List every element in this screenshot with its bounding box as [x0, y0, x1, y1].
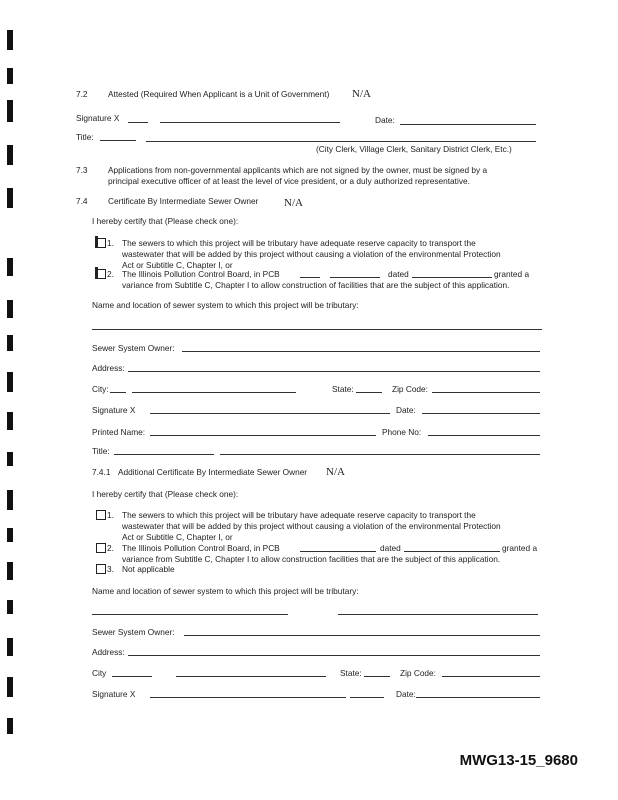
scan-mark: [7, 562, 13, 580]
option-3-checkbox[interactable]: [96, 564, 106, 574]
pcb-date-field[interactable]: [404, 551, 500, 552]
sewer-system-name-field[interactable]: [92, 329, 542, 330]
section-text: Applications from non-governmental applicants which are not signed by the owner, must be signed by a: [108, 165, 488, 175]
option-text: variance from Subtitle C, Chapter I to allow construction facilities that are the subject of this application.: [122, 554, 501, 564]
signature-label: Signature X: [92, 405, 136, 415]
phone-label: Phone No:: [382, 427, 422, 437]
state-field[interactable]: [364, 676, 390, 677]
state-label: State:: [340, 668, 362, 678]
scan-mark: [7, 145, 13, 165]
pcb-number-field[interactable]: [300, 277, 320, 278]
signature-field[interactable]: [350, 697, 384, 698]
title-label: Title:: [76, 132, 94, 142]
option-text: wastewater that will be added by this project without causing a violation of the environmental Protection: [122, 521, 501, 531]
option-text: The sewers to which this project will be tributary have adequate reserve capacity to transport the: [122, 510, 476, 520]
date-field[interactable]: [422, 413, 540, 414]
printed-name-field[interactable]: [150, 435, 376, 436]
scan-mark: [7, 100, 13, 122]
zip-field[interactable]: [432, 392, 540, 393]
option-1-checkbox[interactable]: [96, 238, 106, 248]
option-text: Act or Subtitle C, Chapter I, or: [122, 260, 233, 270]
address-field[interactable]: [128, 655, 540, 656]
title-field[interactable]: [220, 454, 540, 455]
scan-mark: [7, 638, 13, 656]
scan-mark: [7, 718, 13, 734]
document-id: MWG13-15_9680: [459, 752, 578, 769]
scan-mark: [7, 68, 13, 84]
sewer-system-name-field[interactable]: [92, 614, 288, 615]
city-field[interactable]: [110, 392, 126, 393]
address-label: Address:: [92, 363, 125, 373]
city-label: City:: [92, 384, 109, 394]
title-field[interactable]: [146, 141, 536, 142]
option-2-checkbox[interactable]: [96, 269, 106, 279]
pcb-number-field[interactable]: [300, 551, 376, 552]
date-label: Date:: [396, 405, 416, 415]
scan-mark: [7, 490, 13, 510]
pcb-number-field[interactable]: [330, 277, 380, 278]
date-label: Date:: [375, 115, 395, 125]
zip-label: Zip Code:: [400, 668, 436, 678]
signature-field[interactable]: [150, 697, 346, 698]
scan-mark: [7, 452, 13, 466]
certify-text: I hereby certify that (Please check one):: [92, 216, 239, 226]
title-field[interactable]: [100, 140, 136, 141]
section-title: Additional Certificate By Intermediate Sewer Owner: [118, 467, 308, 477]
phone-field[interactable]: [428, 435, 540, 436]
zip-field[interactable]: [442, 676, 540, 677]
option-number: 2.: [107, 269, 114, 279]
option-text: The Illinois Pollution Control Board, in PCB: [122, 543, 280, 553]
title-hint: (City Clerk, Village Clerk, Sanitary District Clerk, Etc.): [316, 144, 512, 154]
scan-mark: [7, 600, 13, 614]
scan-mark: [7, 188, 13, 208]
scan-mark: [7, 372, 13, 392]
section-number: 7.4.1: [92, 467, 111, 477]
pcb-date-field[interactable]: [412, 277, 492, 278]
signature-label: Signature X: [76, 113, 120, 123]
address-field[interactable]: [128, 371, 540, 372]
dated-label: dated: [380, 543, 401, 553]
city-field[interactable]: [176, 676, 326, 677]
date-field[interactable]: [400, 124, 536, 125]
section-number: 7.3: [76, 165, 88, 175]
section-text: principal executive officer of at least the level of vice president, or a duly authorized representative.: [108, 176, 470, 186]
state-label: State:: [332, 384, 354, 394]
city-label: City: [92, 668, 107, 678]
option-text: Act or Subtitle C, Chapter I, or: [122, 532, 233, 542]
printed-name-label: Printed Name:: [92, 427, 146, 437]
title-field[interactable]: [114, 454, 214, 455]
scan-mark: [7, 300, 13, 318]
name-location-label: Name and location of sewer system to which this project will be tributary:: [92, 586, 359, 596]
scan-mark: [7, 412, 13, 430]
scan-mark: [7, 335, 13, 351]
handwritten-na: N/A: [352, 88, 371, 100]
address-label: Address:: [92, 647, 125, 657]
section-title: Attested (Required When Applicant is a Unit of Government): [108, 89, 330, 99]
option-text: The Illinois Pollution Control Board, in PCB: [122, 269, 280, 279]
city-field[interactable]: [132, 392, 296, 393]
dated-label: dated: [388, 269, 409, 279]
section-number: 7.4: [76, 196, 88, 206]
option-1-checkbox[interactable]: [96, 510, 106, 520]
scan-mark: [7, 677, 13, 697]
granted-label: granted a: [494, 269, 530, 279]
option-text: The sewers to which this project will be tributary have adequate reserve capacity to transport the: [122, 238, 476, 248]
owner-label: Sewer System Owner:: [92, 627, 175, 637]
handwritten-na: N/A: [284, 197, 303, 209]
option-text: wastewater that will be added by this project without causing a violation of the environmental Protection: [122, 249, 501, 259]
owner-field[interactable]: [184, 635, 540, 636]
title-label: Title:: [92, 446, 110, 456]
name-location-label: Name and location of sewer system to which this project will be tributary:: [92, 300, 359, 310]
signature-label: Signature X: [92, 689, 136, 699]
signature-field[interactable]: [128, 122, 148, 123]
date-label: Date:: [396, 689, 416, 699]
owner-label: Sewer System Owner:: [92, 343, 175, 353]
option-text: Not applicable: [122, 564, 175, 574]
date-field[interactable]: [416, 697, 540, 698]
section-number: 7.2: [76, 89, 88, 99]
scan-mark: [7, 30, 13, 50]
scan-mark: [7, 528, 13, 542]
sewer-system-name-field[interactable]: [338, 614, 538, 615]
option-number: 1.: [107, 510, 114, 520]
zip-label: Zip Code:: [392, 384, 428, 394]
option-text: variance from Subtitle C, Chapter I to allow construction of facilities that are the subject of this application.: [122, 280, 510, 290]
option-2-checkbox[interactable]: [96, 543, 106, 553]
certify-text: I hereby certify that (Please check one):: [92, 489, 239, 499]
section-title: Certificate By Intermediate Sewer Owner: [108, 196, 259, 206]
option-number: 3.: [107, 564, 114, 574]
handwritten-na: N/A: [326, 466, 345, 478]
scan-mark: [7, 258, 13, 276]
signature-field[interactable]: [150, 413, 390, 414]
option-number: 1.: [107, 238, 114, 248]
city-field[interactable]: [112, 676, 152, 677]
option-number: 2.: [107, 543, 114, 553]
granted-label: granted a: [502, 543, 538, 553]
state-field[interactable]: [356, 392, 382, 393]
owner-field[interactable]: [182, 351, 540, 352]
signature-field[interactable]: [160, 122, 340, 123]
